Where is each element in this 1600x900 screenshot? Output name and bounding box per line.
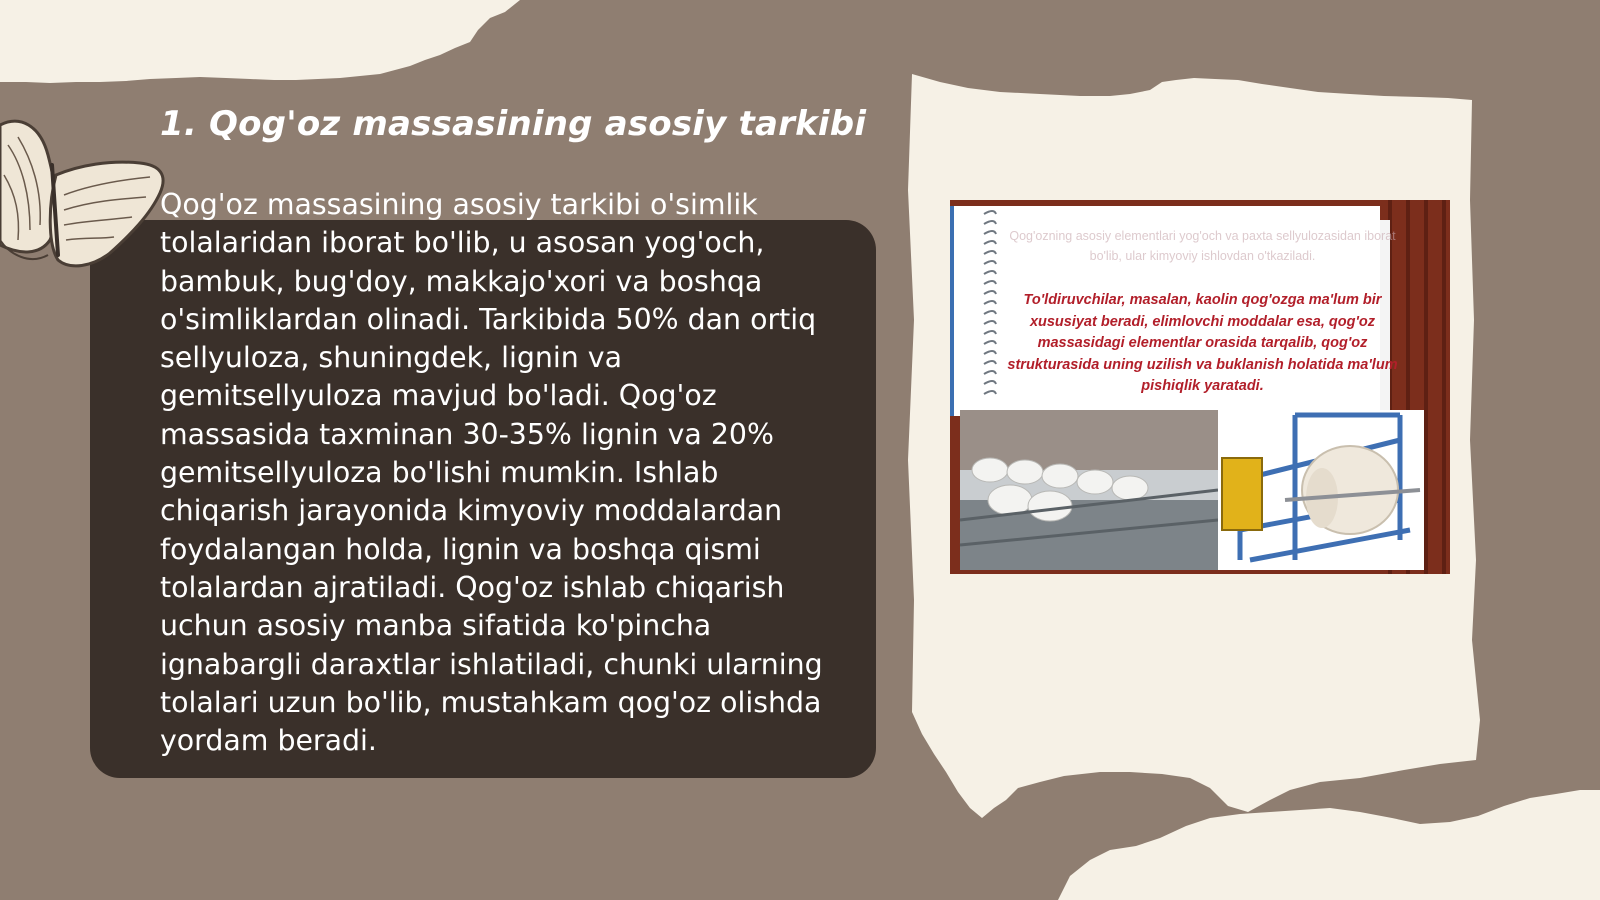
embedded-slide-image: [950, 200, 1450, 574]
slide-body-text: Qog'oz massasining asosiy tarkibi o'simlik tolalaridan iborat bo'lib, u asosan yog'och, bambuk, bug'doy, makkajo'xori va boshqa o'simliklardan olinadi. Tarkibida 50% dan ortiq sellyuloza, shuningdek, lignin va gemitsellyuloza mavjud bo'ladi. Qog'oz massasida taxminan 30-35% lignin va 20% gemitsellyuloza bo'lishi mumkin. Ishlab chiqarish jarayonida kimyoviy moddalardan foydalangan holda, lignin va boshqa qismi tolalardan ajratiladi. Qog'oz ishlab chiqarish uchun asosiy manba sifatida ko'pincha ignabargli daraxtlar ishlatiladi, chunki ularning tolalari uzun bo'lib, mustahkam qog'oz olishda yordam beradi.: [160, 188, 823, 758]
slide-title: 1. Qog'oz massasining asosiy tarkibi: [160, 104, 867, 144]
faded-image-text: Qog'ozning asosiy elementlari yog'och va paxta sellyulozasidan iborat bo'lib, ular kimyoviy ishlovdan o'tkaziladi.: [1009, 229, 1396, 263]
image-caption-text: To'ldiruvchilar, masalan, kaolin qog'ozga ma'lum bir xususiyat beradi, elimlovchi moddalar esa, qog'oz massasidagi elementlar orasida tarqalib, qog'oz strukturasida uning uzilish va buklanish holatida ma'lum pishiqlik yaratadi.: [1007, 292, 1398, 394]
